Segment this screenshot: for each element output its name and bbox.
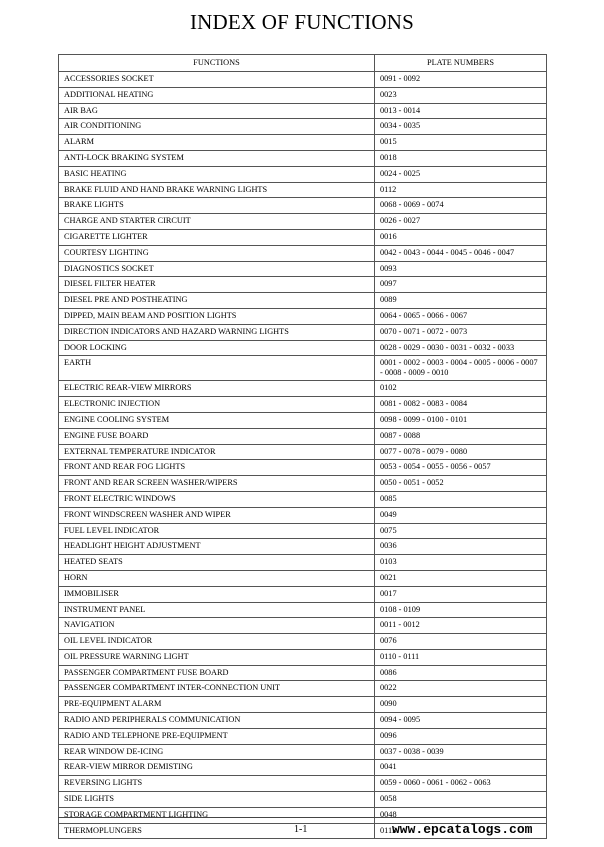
function-name-cell: ENGINE COOLING SYSTEM — [59, 412, 375, 428]
function-name-cell: FRONT AND REAR FOG LIGHTS — [59, 460, 375, 476]
plate-numbers-cell: 0015 — [375, 135, 547, 151]
function-name-cell: ELECTRONIC INJECTION — [59, 397, 375, 413]
function-name-cell: COURTESY LIGHTING — [59, 245, 375, 261]
function-name-cell: OIL PRESSURE WARNING LIGHT — [59, 649, 375, 665]
plate-numbers-cell: 0097 — [375, 277, 547, 293]
plate-numbers-cell: 0026 - 0027 — [375, 214, 547, 230]
plate-numbers-cell: 0113 — [375, 823, 547, 839]
function-name-cell: DOOR LOCKING — [59, 340, 375, 356]
function-name-cell: FRONT AND REAR SCREEN WASHER/WIPERS — [59, 476, 375, 492]
plate-numbers-cell: 0024 - 0025 — [375, 166, 547, 182]
plate-numbers-cell: 0075 — [375, 523, 547, 539]
table-row — [59, 150, 547, 166]
plate-numbers-cell: 0086 — [375, 665, 547, 681]
table-row — [59, 681, 547, 697]
table-row — [59, 807, 547, 823]
plate-numbers-cell: 0108 - 0109 — [375, 602, 547, 618]
table-row — [59, 229, 547, 245]
column-header-plate-numbers: PLATE NUMBERS — [375, 55, 547, 72]
table-row — [59, 570, 547, 586]
plate-numbers-cell: 0021 — [375, 570, 547, 586]
plate-numbers-cell: 0070 - 0071 - 0072 - 0073 — [375, 324, 547, 340]
function-name-cell: BRAKE LIGHTS — [59, 198, 375, 214]
function-name-cell: PASSENGER COMPARTMENT INTER-CONNECTION UNIT — [59, 681, 375, 697]
table-row — [59, 744, 547, 760]
plate-numbers-cell: 0103 — [375, 555, 547, 571]
plate-numbers-cell: 0018 — [375, 150, 547, 166]
function-name-cell: ALARM — [59, 135, 375, 151]
function-name-cell: FRONT WINDSCREEN WASHER AND WIPER — [59, 507, 375, 523]
plate-numbers-cell: 0058 — [375, 792, 547, 808]
function-name-cell: HORN — [59, 570, 375, 586]
plate-numbers-cell: 0102 — [375, 381, 547, 397]
plate-numbers-cell: 0022 — [375, 681, 547, 697]
plate-numbers-cell: 0048 — [375, 807, 547, 823]
function-name-cell: INSTRUMENT PANEL — [59, 602, 375, 618]
table-row — [59, 397, 547, 413]
table-row — [59, 649, 547, 665]
function-name-cell: FUEL LEVEL INDICATOR — [59, 523, 375, 539]
table-row — [59, 507, 547, 523]
function-name-cell: PASSENGER COMPARTMENT FUSE BOARD — [59, 665, 375, 681]
plate-numbers-cell: 0064 - 0065 - 0066 - 0067 — [375, 308, 547, 324]
plate-numbers-cell: 0068 - 0069 - 0074 — [375, 198, 547, 214]
column-header-functions: FUNCTIONS — [59, 55, 375, 72]
table-row — [59, 444, 547, 460]
function-name-cell: EXTERNAL TEMPERATURE INDICATOR — [59, 444, 375, 460]
table-row — [59, 87, 547, 103]
table-row — [59, 308, 547, 324]
table-row — [59, 776, 547, 792]
function-name-cell: ADDITIONAL HEATING — [59, 87, 375, 103]
page-title: INDEX OF FUNCTIONS — [189, 10, 415, 34]
table-row — [59, 713, 547, 729]
plate-numbers-cell: 0081 - 0082 - 0083 - 0084 — [375, 397, 547, 413]
function-name-cell: DIPPED, MAIN BEAM AND POSITION LIGHTS — [59, 308, 375, 324]
table-row — [59, 586, 547, 602]
table-row — [59, 198, 547, 214]
function-name-cell: THERMOPLUNGERS — [59, 823, 375, 839]
function-name-cell: STORAGE COMPARTMENT LIGHTING — [59, 807, 375, 823]
table-row — [59, 340, 547, 356]
plate-numbers-cell: 0041 — [375, 760, 547, 776]
function-name-cell: HEADLIGHT HEIGHT ADJUSTMENT — [59, 539, 375, 555]
function-name-cell: DIAGNOSTICS SOCKET — [59, 261, 375, 277]
table-row — [59, 356, 547, 381]
table-row — [59, 491, 547, 507]
table-row — [59, 792, 547, 808]
table-row — [59, 245, 547, 261]
plate-numbers-cell: 0096 — [375, 728, 547, 744]
function-name-cell: HEATED SEATS — [59, 555, 375, 571]
footer-divider — [58, 817, 546, 818]
table-row — [59, 428, 547, 444]
table-row — [59, 214, 547, 230]
table-row — [59, 760, 547, 776]
function-name-cell: EARTH — [59, 356, 375, 381]
table-row — [59, 460, 547, 476]
plate-numbers-cell: 0042 - 0043 - 0044 - 0045 - 0046 - 0047 — [375, 245, 547, 261]
plate-numbers-cell: 0093 — [375, 261, 547, 277]
table-row — [59, 381, 547, 397]
table-header-row — [59, 55, 547, 72]
function-name-cell: OIL LEVEL INDICATOR — [59, 634, 375, 650]
function-name-cell: CIGARETTE LIGHTER — [59, 229, 375, 245]
table-row — [59, 728, 547, 744]
table-row — [59, 324, 547, 340]
functions-index-table — [58, 54, 547, 839]
plate-numbers-cell: 0091 - 0092 — [375, 72, 547, 88]
function-name-cell: RADIO AND PERIPHERALS COMMUNICATION — [59, 713, 375, 729]
table-row — [59, 72, 547, 88]
table-row — [59, 277, 547, 293]
plate-numbers-cell: 0001 - 0002 - 0003 - 0004 - 0005 - 0006 - 0007 - 0008 - 0009 - 0010 — [375, 356, 547, 381]
plate-numbers-cell: 0085 — [375, 491, 547, 507]
table-row — [59, 103, 547, 119]
function-name-cell: DIRECTION INDICATORS AND HAZARD WARNING LIGHTS — [59, 324, 375, 340]
table-row — [59, 634, 547, 650]
table-row — [59, 476, 547, 492]
table-row — [59, 412, 547, 428]
plate-numbers-cell: 0112 — [375, 182, 547, 198]
website-link[interactable]: www.epcatalogs.com — [392, 822, 533, 837]
plate-numbers-cell: 0011 - 0012 — [375, 618, 547, 634]
function-name-cell: ANTI-LOCK BRAKING SYSTEM — [59, 150, 375, 166]
plate-numbers-cell: 0110 - 0111 — [375, 649, 547, 665]
function-name-cell: PRE-EQUIPMENT ALARM — [59, 697, 375, 713]
plate-numbers-cell: 0053 - 0054 - 0055 - 0056 - 0057 — [375, 460, 547, 476]
table-row — [59, 665, 547, 681]
function-name-cell: REAR-VIEW MIRROR DEMISTING — [59, 760, 375, 776]
table-row — [59, 293, 547, 309]
plate-numbers-cell: 0049 — [375, 507, 547, 523]
function-name-cell: AIR CONDITIONING — [59, 119, 375, 135]
function-name-cell: BRAKE FLUID AND HAND BRAKE WARNING LIGHTS — [59, 182, 375, 198]
table-row — [59, 523, 547, 539]
function-name-cell: RADIO AND TELEPHONE PRE-EQUIPMENT — [59, 728, 375, 744]
table-row — [59, 261, 547, 277]
plate-numbers-cell: 0077 - 0078 - 0079 - 0080 — [375, 444, 547, 460]
plate-numbers-cell: 0036 — [375, 539, 547, 555]
plate-numbers-cell: 0034 - 0035 — [375, 119, 547, 135]
plate-numbers-cell: 0076 — [375, 634, 547, 650]
plate-numbers-cell: 0016 — [375, 229, 547, 245]
function-name-cell: REVERSING LIGHTS — [59, 776, 375, 792]
table-body — [59, 72, 547, 839]
table-row — [59, 166, 547, 182]
plate-numbers-cell: 0028 - 0029 - 0030 - 0031 - 0032 - 0033 — [375, 340, 547, 356]
plate-numbers-cell: 0037 - 0038 - 0039 — [375, 744, 547, 760]
function-name-cell: ENGINE FUSE BOARD — [59, 428, 375, 444]
table-row — [59, 555, 547, 571]
plate-numbers-cell: 0094 - 0095 — [375, 713, 547, 729]
function-name-cell: NAVIGATION — [59, 618, 375, 634]
table-row — [59, 602, 547, 618]
function-name-cell: ACCESSORIES SOCKET — [59, 72, 375, 88]
table-row — [59, 697, 547, 713]
plate-numbers-cell: 0023 — [375, 87, 547, 103]
function-name-cell: BASIC HEATING — [59, 166, 375, 182]
page-number: 1-1 — [294, 824, 308, 835]
plate-numbers-cell: 0059 - 0060 - 0061 - 0062 - 0063 — [375, 776, 547, 792]
table-row — [59, 119, 547, 135]
plate-numbers-cell: 0098 - 0099 - 0100 - 0101 — [375, 412, 547, 428]
function-name-cell: REAR WINDOW DE-ICING — [59, 744, 375, 760]
function-name-cell: FRONT ELECTRIC WINDOWS — [59, 491, 375, 507]
plate-numbers-cell: 0017 — [375, 586, 547, 602]
function-name-cell: AIR BAG — [59, 103, 375, 119]
function-name-cell: SIDE LIGHTS — [59, 792, 375, 808]
function-name-cell: CHARGE AND STARTER CIRCUIT — [59, 214, 375, 230]
plate-numbers-cell: 0050 - 0051 - 0052 — [375, 476, 547, 492]
plate-numbers-cell: 0087 - 0088 — [375, 428, 547, 444]
table-row — [59, 135, 547, 151]
function-name-cell: IMMOBILISER — [59, 586, 375, 602]
function-name-cell: DIESEL FILTER HEATER — [59, 277, 375, 293]
function-name-cell: DIESEL PRE AND POSTHEATING — [59, 293, 375, 309]
function-name-cell: ELECTRIC REAR-VIEW MIRRORS — [59, 381, 375, 397]
table-row — [59, 618, 547, 634]
table-row — [59, 182, 547, 198]
plate-numbers-cell: 0013 - 0014 — [375, 103, 547, 119]
plate-numbers-cell: 0089 — [375, 293, 547, 309]
plate-numbers-cell: 0090 — [375, 697, 547, 713]
table-row — [59, 539, 547, 555]
